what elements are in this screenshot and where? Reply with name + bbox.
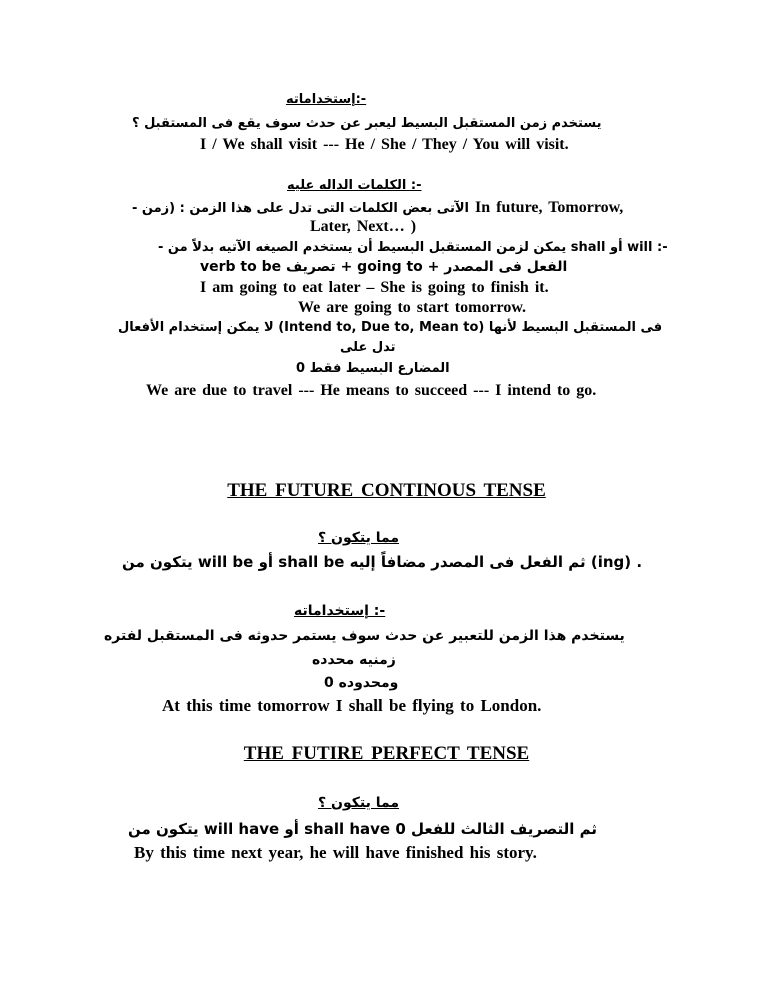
fc-uses-heading: -: إستخداماته: [294, 603, 386, 619]
example-going-to-2: We are going to start tomorrow.: [298, 299, 527, 316]
signal-words-ar: الآتى بعض الكلمات التى تدل على هذا الزمن : (زمن -: [132, 201, 469, 216]
intend-due-mean-line: فى المستقبل البسيط لأنها (Intend to, Due to, Mean to) لا يمكن إستخدام الأفعال: [118, 320, 663, 335]
going-to-formula: الفعل فى المصدر + going to + تصريف verb to be: [200, 259, 568, 275]
fc-form-heading: مما يتكون ؟: [318, 530, 400, 546]
fp-example: By this time next year, he will have finished his story.: [134, 843, 537, 862]
fp-form-line: ثم التصريف الثالث للفعل 0 shall have أو will have يتكون من: [128, 820, 598, 838]
fc-use-line-2: زمنيه محدده: [312, 652, 396, 668]
fc-use-line-3: ومحدوده 0: [324, 675, 399, 691]
example-shall-will: I / We shall visit --- He / She / They / You will visit.: [200, 136, 569, 153]
intend-line-cont: تدل على: [340, 340, 396, 355]
signal-words-heading: -: الكلمات الداله عليه: [287, 178, 422, 193]
uses-heading: -:إستخداماته: [286, 92, 367, 107]
fp-form-heading: مما يتكون ؟: [318, 795, 400, 811]
example-due-means-intend: We are due to travel --- He means to succeed --- I intend to go.: [146, 382, 597, 399]
simple-present-only: المضارع البسيط فقط 0: [296, 361, 450, 376]
fc-use-line-1: يستخدم هذا الزمن للتعبير عن حدث سوف يستمر حدوثه فى المستقبل لفتره: [104, 628, 625, 644]
signal-words-line: [132, 199, 623, 217]
signal-words-cont: Later, Next… ): [310, 218, 417, 235]
example-going-to-1: I am going to eat later – She is going to finish it.: [200, 279, 549, 296]
future-perfect-title: THE FUTIRE PERFECT TENSE: [243, 743, 530, 764]
fc-form-line: . (ing) ثم الفعل فى المصدر مضافاً إليه shall be أو will be يتكون من: [122, 553, 643, 571]
signal-words-en: In future, Tomorrow,: [474, 199, 624, 216]
fc-example: At this time tomorrow I shall be flying to London.: [162, 696, 542, 715]
alternative-form-line: -: will أو shall يمكن لزمن المستقبل البسيط أن يستخدم الصيغه الآتيه بدلاً من -: [158, 240, 668, 255]
future-continuous-title: THE FUTURE CONTINOUS TENSE: [227, 480, 546, 501]
use-description: يستخدم زمن المستقبل البسيط ليعبر عن حدث سوف يقع فى المستقبل ؟: [132, 116, 602, 131]
